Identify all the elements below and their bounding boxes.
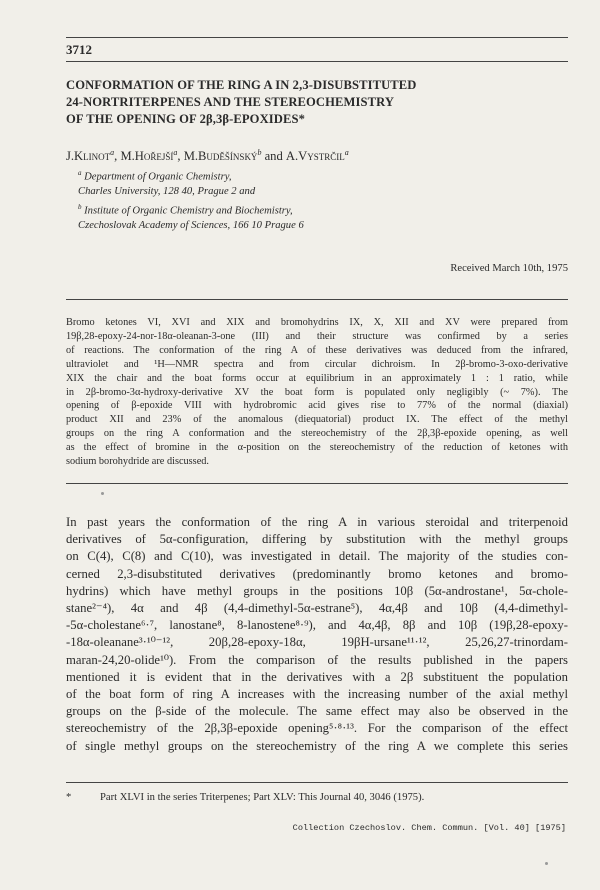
abstract-line: XIX the chair and the boat forms occur at equilibrium in an approximately 1 : 1 ratio, while xyxy=(66,372,568,384)
abstract-line: in 2β-bromo-3α-hydroxy-derivative XV the boat form is populated only negligibly (~ 7%). The xyxy=(66,386,568,398)
affiliation-text: Institute of Organic Chemistry and Biochemistry, xyxy=(84,205,293,217)
body-text xyxy=(66,514,568,755)
title-line: 24-NORTRITERPENES AND THE STEREOCHEMISTRY xyxy=(66,95,395,109)
footnote xyxy=(66,792,424,803)
abstract-line: of reactions. The conformation of the ring A of these derivatives was deduced from the infrared, xyxy=(66,344,568,356)
body-line: hydrins) which have methyl groups in the positions 10β (5α-androstane¹, 5α-chole- xyxy=(66,583,568,598)
abstract-line: opening of β-epoxide VIII with hydrobromic acid gives rise to 77% of the normal (diaxial) xyxy=(66,400,568,412)
author-separator: , xyxy=(114,149,121,164)
abstract-line: 19β,28-epoxy-24-nor-18α-oleanan-3-one (III) and their structure was confirmed by a series xyxy=(66,330,568,342)
body-line: derivatives of 5α-configuration, differing by substitution with the methyl groups xyxy=(66,532,568,547)
affiliation-line xyxy=(78,166,558,185)
received-date: Received March 10th, 1975 xyxy=(450,263,568,274)
author-separator: , xyxy=(177,149,184,164)
body-line: In past years the conformation of the ring A in various steroidal and triterpenoid xyxy=(66,515,568,529)
affil-mark: a xyxy=(78,169,82,177)
author-affil-mark: a xyxy=(344,148,349,157)
body-line: of the boat form of ring A increases with the increasing number of the axial methyl xyxy=(66,687,568,702)
footnote-text: Part XLVI in the series Triterpenes; Part XLV: This Journal 40, 3046 (1975). xyxy=(100,792,425,803)
abstract-line: groups on the ring A conformation and the stereochemistry of the 2β,3β-epoxide opening, as well xyxy=(66,428,568,440)
print-speck xyxy=(545,862,548,865)
affiliations xyxy=(78,166,558,234)
title-line: CONFORMATION OF THE RING A IN 2,3-DISUBSTITUTED xyxy=(66,78,417,92)
author-list xyxy=(66,148,349,164)
affiliation-line xyxy=(78,185,558,200)
affiliation-line xyxy=(78,219,558,234)
abstract-top-rule xyxy=(66,299,568,300)
body-line: of single methyl groups on the stereochemistry of the ring A we complete this series xyxy=(66,738,568,753)
article-title xyxy=(66,77,566,128)
abstract-line: sodium borohydride are discussed. xyxy=(66,456,209,468)
footnote-marker: * xyxy=(66,792,72,803)
body-line: -5α-cholestane⁶·⁷, lanostane⁸, 8-lanostene⁸·⁹), and 4α,4β, 8β and 10β (19β,28-epoxy- xyxy=(66,618,568,633)
author-name: M.Buděšínský xyxy=(183,149,258,164)
author-name: A.Vystrčil xyxy=(285,149,345,164)
body-line: on C(4), C(8) and C(10), was investigated in detail. The majority of the studies con- xyxy=(66,549,568,564)
affiliation-text: Department of Organic Chemistry, xyxy=(84,171,232,183)
page-number: 3712 xyxy=(66,42,92,57)
author-affil-mark: b xyxy=(257,148,262,157)
abstract-line: ultraviolet and ¹H—NMR spectra and from circular dichroism. In 2β-bromo-3-oxo-derivative xyxy=(66,358,568,370)
header-rule xyxy=(66,61,568,62)
body-line: cerned 2,3-disubstituted derivatives (predominantly bromo ketones and bromo- xyxy=(66,566,568,581)
abstract-line: product XII and 23% of the anomalous (diequatorial) product IX. The effect of the methyl xyxy=(66,414,568,426)
affiliation-text: Czechoslovak Academy of Sciences, 166 10 Prague 6 xyxy=(78,220,304,232)
body-line: stereochemistry of the 2β,3β-epoxide opening⁵·⁸·¹³. For the comparison of the effect xyxy=(66,721,568,736)
print-speck xyxy=(101,492,104,495)
body-line: mentioned it is evident that in the derivatives with a 2β substituent the population xyxy=(66,669,568,684)
footnote-rule xyxy=(66,782,568,783)
author-name: J.Klinot xyxy=(66,149,111,164)
top-rule xyxy=(66,37,568,38)
affil-mark: b xyxy=(78,203,82,212)
author-affil-mark: a xyxy=(173,148,178,157)
journal-footer: Collection Czechoslov. Chem. Commun. [Vol. 40] [1975] xyxy=(292,823,566,833)
affiliation-text: Charles University, 128 40, Prague 2 and xyxy=(78,186,256,198)
body-line: groups on the β-side of the molecule. The same effect may also be observed in the xyxy=(66,704,568,719)
body-line: maran-24,20-olide¹⁰). From the comparison of the results published in the papers xyxy=(66,652,568,667)
abstract xyxy=(66,316,568,469)
author-name: M.Hořejší xyxy=(120,149,174,164)
abstract-bottom-rule xyxy=(66,483,568,484)
affiliation-line xyxy=(78,200,558,219)
abstract-line: Bromo ketones VI, XVI and XIX and bromohydrins IX, X, XII and XV were prepared from xyxy=(66,317,568,328)
author-conjunction: and xyxy=(261,149,286,164)
title-line: OF THE OPENING OF 2β,3β-EPOXIDES* xyxy=(66,112,305,126)
body-line: -18α-oleanane³·¹⁰⁻¹², 20β,28-epoxy-18α, 19βH-ursane¹¹·¹², 25,26,27-trinordam- xyxy=(66,635,568,650)
author-affil-mark: a xyxy=(110,148,115,157)
abstract-line: as the effect of bromine in the α-position on the stereochemistry of the reduction of ketones with xyxy=(66,442,568,454)
body-line: stane²⁻⁴), 4α and 4β (4,4-dimethyl-5α-estrane⁵), 4α,4β and 10β (4,4-dimethyl- xyxy=(66,601,568,616)
